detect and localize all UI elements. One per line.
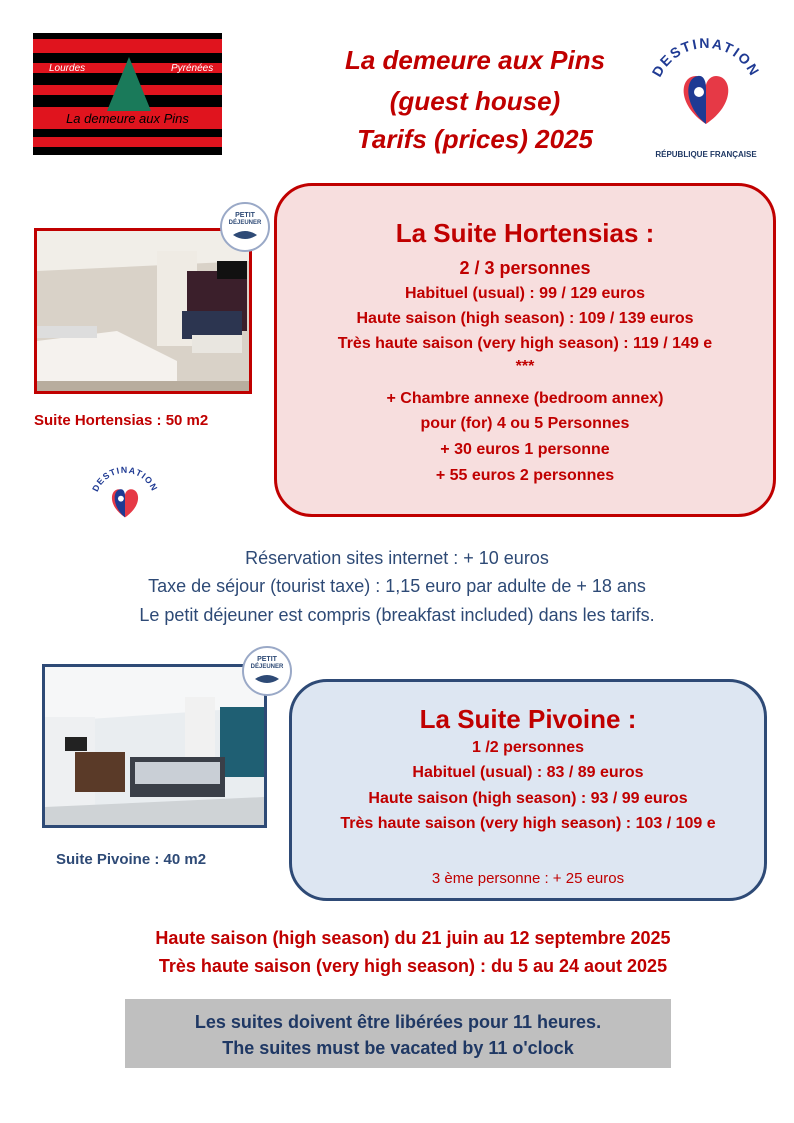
suite-hortensias-title: La Suite Hortensias : [395,218,655,248]
hortensias-annex: + Chambre annexe (bedroom annex) [386,390,664,407]
page-subtitle: (guest house) [389,86,561,116]
page-title: La demeure aux Pins [344,45,606,75]
very-high-season-dates: Très haute saison (very high season) : du 5 au 24 aout 2025 [158,956,668,976]
suite-pivoine-title: La Suite Pivoine : [419,704,637,734]
pivoine-third-person: 3 ème personne : + 25 euros [431,870,625,887]
destination-excellence-icon [84,460,166,542]
tourist-tax-info: Taxe de séjour (tourist taxe) : 1,15 euro par adulte de + 18 ans [148,576,646,596]
breakfast-badge-line1: PETIT [235,212,255,219]
checkout-notice-fr: Les suites doivent être libérées pour 11 heures. [194,1012,602,1032]
suite-pivoine-photo [42,664,267,828]
breakfast-badge [219,201,271,253]
pivoine-persons: 1 /2 personnes [471,739,585,756]
suite-hortensias-card [274,183,776,517]
high-season-dates: Haute saison (high season) du 21 juin au 12 septembre 2025 [155,928,671,948]
logo-right-text: Pyrénées [171,63,214,74]
breakfast-badge [241,645,293,697]
pivoine-usual-price: Habituel (usual) : 83 / 89 euros [412,764,644,781]
pine-triangle-icon [107,57,151,111]
destination-excellence-badge [636,26,776,166]
destination-excellence-icon [636,26,776,166]
checkout-notice-en: The suites must be vacated by 11 o'clock [222,1038,574,1058]
croissant-icon [219,201,271,253]
prices-title: Tarifs (prices) 2025 [356,124,594,154]
hortensias-separator: *** [515,358,535,375]
logo-left-text: Lourdes [49,63,86,74]
hortensias-annex-for: pour (for) 4 ou 5 Personnes [420,415,630,432]
destination-excellence-badge-small [84,460,166,542]
hortensias-persons: 2 / 3 personnes [459,258,591,278]
breakfast-info: Le petit déjeuner est compris (breakfast included) dans les tarifs. [139,605,655,625]
suite-pivoine-card [289,679,767,901]
checkout-notice [125,999,671,1068]
logo-brand: La demeure aux Pins [66,111,189,126]
hortensias-plus30: + 30 euros 1 personne [440,441,610,458]
hortensias-usual-price: Habituel (usual) : 99 / 129 euros [404,285,646,302]
suite-hortensias-caption: Suite Hortensias : 50 m2 [34,412,209,429]
pivoine-high-price: Haute saison (high season) : 93 / 99 euros [368,790,688,807]
croissant-icon [241,645,293,697]
logo [33,33,222,155]
booking-fee-info: Réservation sites internet : + 10 euros [245,548,549,568]
breakfast-badge-line2: DÉJEUNER [228,220,262,226]
svg-text:DESTINATION: DESTINATION [90,464,160,494]
hortensias-high-price: Haute saison (high season) : 109 / 139 euros [356,310,694,327]
hortensias-very-high-price: Très haute saison (very high season) : 119 / 149 e [337,335,713,352]
pivoine-very-high-price: Très haute saison (very high season) : 103 / 109 e [340,815,716,832]
breakfast-badge-line2: DÉJEUNER [250,664,284,670]
badge-footer: RÉPUBLIQUE FRANÇAISE [655,150,757,159]
hortensias-plus55: + 55 euros 2 personnes [435,467,615,484]
breakfast-badge-line1: PETIT [257,656,277,663]
svg-text:DESTINATION: DESTINATION [648,34,764,80]
suite-pivoine-caption: Suite Pivoine : 40 m2 [56,851,207,868]
